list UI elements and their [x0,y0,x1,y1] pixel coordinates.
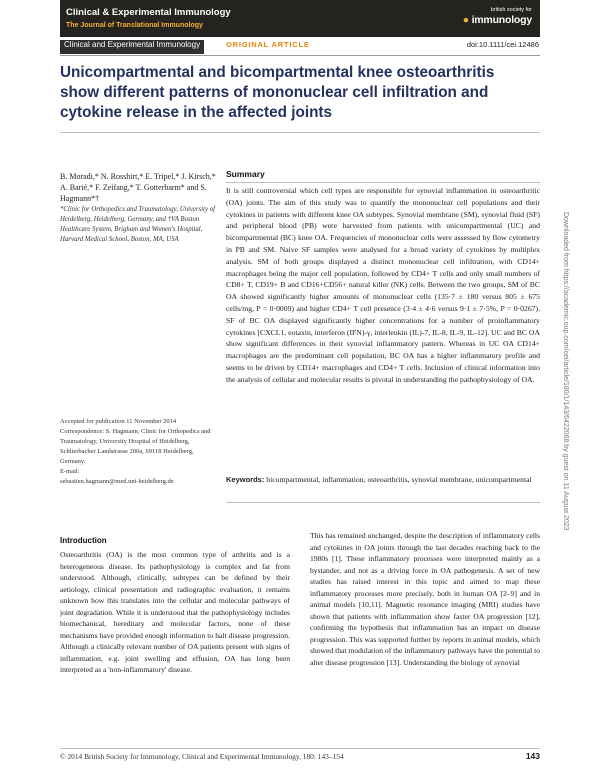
download-watermark-text: Downloaded from https://academic.oup.com/cei/article/180/1/143/6422068 by guest on 11 August 2023 [562,212,569,531]
article-meta [60,417,220,487]
publisher-tagline: british society for [490,7,532,13]
download-watermark [559,212,573,612]
footer-rule [60,748,540,749]
correspondence: Correspondence: S. Hagmann, Clinic for Orthopedics and Traumatology, University Hospital of Heidelberg, Schlierbacher Landstrasse 200a, 69118 Heidelberg, Germany. [60,428,211,465]
article-title: Unicompartmental and bicompartmental knee osteoarthritis show different patterns of mononuclear cell infiltration and cytokine release in the affected joints [60,64,495,121]
introduction-right-column: This has remained unchanged, despite the description of inflammatory cells and cytokines in OA joints through the last decades reaching back to the 1980s [1]. These inflammatory processes were interpreted mainly as a bystander, and not as a driving force in OA pathogenesis. A set of new studies has raised interest in this topic and aimed to map these inflammatory processes more precisely, both in human OA [2–9] and in animal models [10,11]. Magnetic resonance imaging (MRI) studies have shown that patients with inflammation show faster OA progression [12], confirming the hypothesis that inflammation has an impact on disease progression. This was supported further by reports in animal models, which showed that modulation of the inflammatory pathways have the potential to alter disease progression [13]. Understanding the biology of synovial [310,531,540,667]
keywords-text: bicompartmental, inflammation, osteoarthritis, synovial membrane, unicompartmental [266,475,532,484]
affiliations: *Clinic for Orthopedics and Traumatology, University of Heidelberg, Heidelberg, Germany, and †VA Boston Healthcare System, Brigham and Women's Hospital, Harvard Medical School, Boston, MA, USA [60,206,216,243]
introduction-left-column: Osteoarthritis (OA) is the most common type of arthritis and is a heterogeneous disease. Its pathophysiology is complex and far from understood. Although, clinically, subtypes can be defined by their aetiology, clinical presentation and radiographic evaluation, it remains unknown how this translates into the cellular and molecular pathways of joint degradation. While it is understood that the pathophysiology includes biomechanical, hereditary and molecular factors, none of these mechanisms have provided enough information to halt disease progression. Although a clinically relevant number of OA patients present with signs of inflammation, e.g. joint swelling and effusion, OA has long been interpreted as a 'non-inflammatory' disease. [60,550,290,674]
page-number: 143 [525,751,540,761]
summary-text: It is still controversial which cell types are responsible for synovial inflammation in osteoarthritic (OA) joints. The aim of this study was to quantify the mononuclear cell populations and their cytokines in patients with different knee OA subtypes. Synovial membrane (SM), synovial fluid (SF) and peripheral blood (PB) were harvested from patients with unicompartmental (UC) and bicompartmental (BC) knee OA. Frequencies of mononuclear cells were assessed by flow cytometry in PB and SM. Naive SF samples were analysed for a broad variety of cytokines by multiplex analysis. SM of both groups displayed a distinct mononuclear cell infiltration, with CD14+ macrophages being the major cell population, followed by CD4+ T cells and only small numbers of CD8+ T, CD19+ B and CD16+CD56+ natural killer (NK) cells. Between the two groups, SM of BC OA showed significantly higher amounts of mononuclear cells (135·7 ± 180 versus 805 ± 675 cells/mg, P = 0·0009) and higher CD4+ T cell presence (3·4 ± 4·6 versus 9·1 ± 7·5%, P = 0·0267). SF of BC OA displayed significantly higher concentrations for a number of proinflammatory cytokines [CXCL1, eotaxin, interferon (IFN)-γ, interleukin (IL)-7, IL-8, IL-9, IL-12]. UC and BC OA show significant differences in their synovial inflammatory pattern. Whereas in UC OA CD14+ macrophages are the predominant cell population, BC OA has a higher inflammatory profile and seems to be driven by CD14+ macrophages and CD4+ T cells. Inclusion of clinical information into the analysis of cellular and molecular results is pivotal in understanding the pathophysiology of OA. [226,186,540,384]
title-rule [60,132,540,133]
doi[interactable]: doi:10.1111/cei.12486 [466,40,539,49]
header-rule [60,55,540,56]
introduction-heading: Introduction [60,536,107,545]
keywords [226,474,540,485]
keywords-rule [226,502,540,503]
summary-rule [226,182,540,183]
running-header-journal: Clinical and Experimental Immunology [60,40,204,54]
accepted-date: Accepted for publication 11 November 2014 [60,418,177,425]
article-type: ORIGINAL ARTICLE [226,40,310,49]
publisher-logo: ● immunology [462,14,532,26]
summary-heading: Summary [226,169,265,179]
keywords-label: Keywords: [226,475,265,484]
copyright-footer: © 2014 British Society for Immunology, Clinical and Experimental Immunology, 180: 143–154 [60,752,344,761]
email-label: E-mail: [60,468,80,475]
journal-name: Clinical & Experimental Immunology [66,7,231,18]
email-link[interactable]: sebastien.hagmann@med.uni-heidelberg.de [60,478,174,485]
publisher-name: immunology [471,14,532,26]
author-list: B. Moradi,* N. Rosshirt,* E. Tripel,* J. Kirsch,* A. Barié,* F. Zeifang,* T. Gotterbarm* and S. Hagmann*† [60,172,216,203]
journal-subtitle: The Journal of Translational Immunology [66,22,203,29]
